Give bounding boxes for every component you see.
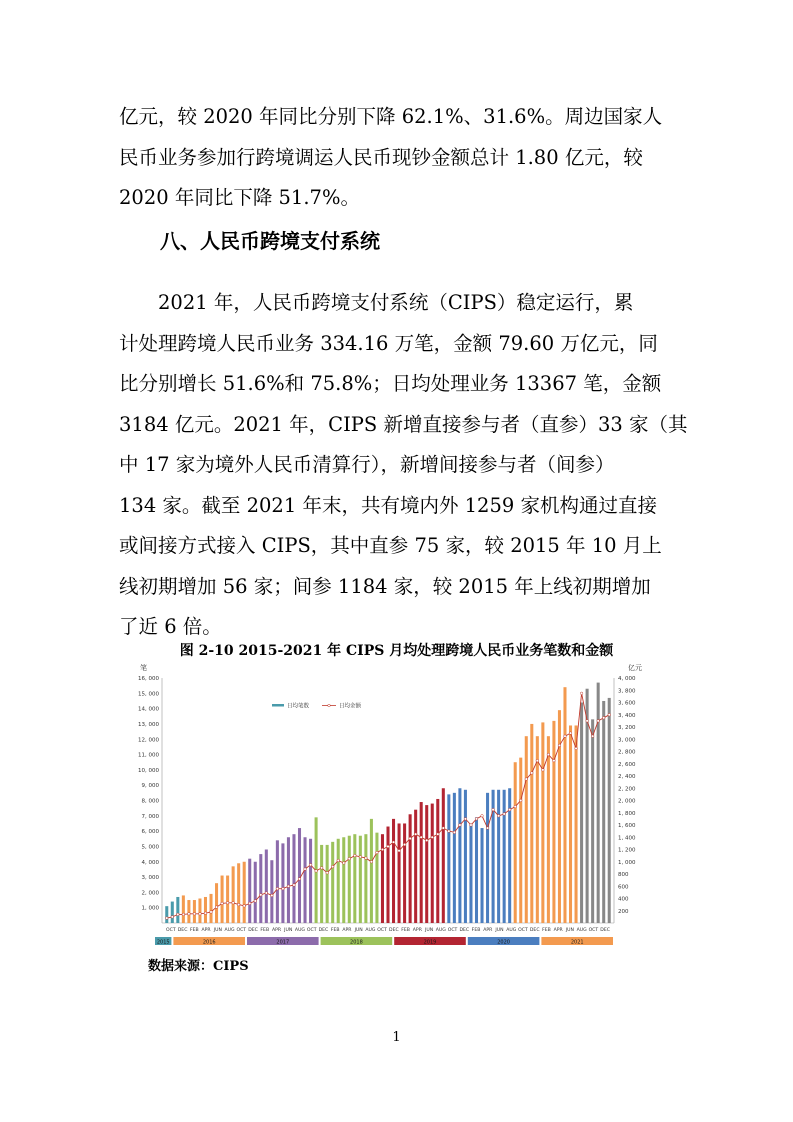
paragraph-line: 2021 年，人民币跨境支付系统（CIPS）稳定运行，累 bbox=[119, 291, 634, 314]
line-point bbox=[486, 827, 489, 830]
bar bbox=[287, 837, 290, 923]
x-tick-label: FEB bbox=[471, 928, 481, 933]
cips-chart bbox=[132, 658, 652, 954]
paragraph-line: 中 17 家为境外人民币清算行），新增间接参与者（间参） bbox=[119, 453, 615, 476]
line-point bbox=[215, 906, 218, 909]
bar bbox=[348, 836, 351, 923]
bar bbox=[309, 839, 312, 923]
bar bbox=[204, 897, 207, 923]
line-point bbox=[608, 713, 611, 716]
paragraph-line: 线初期增加 56 家；间参 1184 家，较 2015 年上线初期增加 bbox=[119, 574, 651, 598]
bar bbox=[398, 823, 401, 923]
bar bbox=[221, 876, 224, 923]
line-point bbox=[359, 856, 362, 859]
y-left-tick-label: 6, 000 bbox=[141, 829, 159, 836]
bar bbox=[431, 804, 434, 923]
bar bbox=[414, 810, 417, 923]
x-tick-label: AUG bbox=[224, 928, 235, 933]
bar bbox=[525, 736, 528, 923]
line-point bbox=[470, 824, 473, 827]
y-right-tick-label: 3, 400 bbox=[618, 712, 636, 719]
y-right-tick-label: 4, 000 bbox=[618, 676, 636, 682]
line-point bbox=[165, 917, 168, 920]
bar bbox=[464, 790, 467, 923]
line-point bbox=[365, 857, 368, 860]
bar bbox=[198, 899, 201, 924]
line-point bbox=[276, 887, 279, 890]
y-right-tick-label: 400 bbox=[618, 896, 629, 903]
x-tick-label: JUN bbox=[425, 928, 434, 933]
bar bbox=[270, 860, 273, 923]
line-point bbox=[580, 692, 583, 695]
y-right-tick-label: 600 bbox=[618, 884, 629, 891]
line-point bbox=[309, 864, 312, 867]
x-tick-label: FEB bbox=[330, 928, 340, 933]
x-tick-label: AUG bbox=[435, 928, 446, 933]
year-band-label: 2019 bbox=[423, 939, 437, 946]
line-point bbox=[508, 808, 511, 811]
y-right-tick-label: 1, 200 bbox=[618, 847, 636, 854]
line-point bbox=[536, 759, 539, 762]
line-point bbox=[342, 862, 345, 865]
bar bbox=[558, 710, 561, 923]
bar bbox=[304, 837, 307, 923]
line-point bbox=[298, 878, 301, 881]
line-point bbox=[497, 815, 500, 818]
bar bbox=[370, 819, 373, 923]
line-point bbox=[193, 913, 196, 916]
line-point bbox=[531, 772, 534, 775]
line-point bbox=[232, 901, 235, 904]
paragraph-line: 计处理跨境人民币业务 334.16 万笔，金额 79.60 万亿元，同 bbox=[119, 331, 658, 355]
x-tick-label: AUG bbox=[576, 928, 587, 933]
line-point bbox=[403, 843, 406, 846]
x-tick-label: OCT bbox=[447, 928, 458, 933]
line-point bbox=[409, 837, 412, 840]
line-point bbox=[265, 892, 268, 895]
paragraph-line: 民币业务参加行跨境调运人民币现钞金额总计 1.80 亿元，较 bbox=[119, 145, 643, 169]
x-tick-label: DEC bbox=[389, 928, 399, 933]
bar bbox=[326, 845, 329, 923]
section-heading: 八、人民币跨境支付系统 bbox=[160, 229, 380, 253]
line-point bbox=[547, 753, 550, 756]
y-left-tick-label: 14, 000 bbox=[138, 706, 159, 713]
y-left-tick-label: 16, 000 bbox=[138, 676, 159, 682]
legend-swatch-bar bbox=[272, 704, 284, 707]
x-tick-label: FEB bbox=[260, 928, 270, 933]
bar bbox=[243, 862, 246, 923]
legend-label: 日均笔数 bbox=[287, 703, 310, 710]
y-right-tick-label: 800 bbox=[618, 872, 629, 878]
line-point bbox=[254, 900, 257, 903]
line-point bbox=[586, 720, 589, 723]
bar bbox=[447, 794, 450, 923]
bar bbox=[608, 698, 611, 923]
bar bbox=[392, 819, 395, 923]
bar bbox=[547, 736, 550, 923]
x-tick-label: DEC bbox=[177, 928, 188, 933]
paragraph-line: 亿元，较 2020 年同比分别下降 62.1%、31.6%。周边国家人 bbox=[119, 105, 663, 128]
bar bbox=[259, 854, 262, 923]
line-point bbox=[459, 824, 462, 827]
line-point bbox=[243, 905, 246, 908]
year-band-label: 2015 bbox=[156, 939, 170, 946]
x-tick-label: DEC bbox=[459, 928, 470, 933]
x-tick-label: OCT bbox=[236, 928, 247, 933]
y-right-tick-label: 2, 000 bbox=[618, 798, 636, 805]
paragraph-line: 或间接方式接入 CIPS，其中直参 75 家，较 2015 年 10 月上 bbox=[119, 534, 662, 557]
bar bbox=[541, 722, 544, 923]
bar bbox=[276, 840, 279, 923]
x-tick-label: APR bbox=[342, 928, 352, 933]
line-point bbox=[481, 815, 484, 818]
bar bbox=[536, 736, 539, 923]
bar bbox=[475, 817, 478, 923]
x-tick-label: FEB bbox=[189, 928, 199, 933]
line-point bbox=[558, 744, 561, 747]
line-point bbox=[514, 805, 517, 808]
x-tick-label: APR bbox=[412, 928, 422, 933]
bar bbox=[237, 863, 240, 923]
x-tick-label: OCT bbox=[518, 928, 528, 933]
bar bbox=[481, 828, 484, 923]
line-point bbox=[293, 884, 296, 887]
y-left-tick-label: 12, 000 bbox=[138, 737, 159, 744]
line-point bbox=[320, 867, 323, 870]
paragraph-line: 2020 年同比下降 51.7%。 bbox=[119, 186, 360, 209]
line-point bbox=[259, 894, 262, 897]
line-point bbox=[442, 827, 445, 830]
bar bbox=[165, 906, 168, 923]
legend-swatch-point bbox=[328, 704, 331, 707]
bar bbox=[469, 823, 472, 923]
line-point bbox=[503, 813, 506, 816]
y-left-unit-label: 笔 bbox=[140, 664, 147, 672]
y-right-tick-label: 2, 600 bbox=[618, 761, 636, 768]
bar bbox=[486, 793, 489, 923]
line-point bbox=[525, 778, 528, 781]
x-tick-label: OCT bbox=[166, 928, 176, 933]
x-tick-label: JUN bbox=[495, 928, 504, 933]
bar bbox=[420, 802, 423, 923]
paragraph-line: 了近 6 倍。 bbox=[119, 615, 222, 638]
line-point bbox=[348, 857, 351, 860]
bar bbox=[563, 687, 566, 923]
bar bbox=[580, 703, 583, 924]
paragraph-1 bbox=[119, 97, 679, 219]
line-point bbox=[387, 845, 390, 848]
line-point bbox=[210, 911, 213, 914]
line-point bbox=[376, 851, 379, 854]
x-tick-label: APR bbox=[553, 928, 563, 933]
y-right-tick-label: 2, 400 bbox=[618, 774, 636, 780]
bar bbox=[359, 836, 362, 923]
x-tick-label: AUG bbox=[365, 928, 376, 933]
bar bbox=[353, 834, 356, 923]
y-right-tick-label: 3, 000 bbox=[618, 737, 636, 744]
x-tick-label: JUN bbox=[354, 928, 363, 933]
line-point bbox=[591, 735, 594, 738]
legend-label: 日均金额 bbox=[339, 703, 362, 710]
line-point bbox=[569, 732, 572, 735]
y-left-tick-label: 8, 000 bbox=[141, 798, 159, 805]
line-point bbox=[171, 916, 174, 919]
y-left-tick-label: 7, 000 bbox=[141, 813, 159, 820]
bar bbox=[342, 837, 345, 923]
bar bbox=[530, 724, 533, 923]
bar bbox=[436, 799, 439, 923]
line-point bbox=[475, 818, 478, 821]
line-point bbox=[354, 854, 357, 857]
year-band-label: 2016 bbox=[202, 939, 216, 946]
x-tick-label: AUG bbox=[506, 928, 517, 933]
line-point bbox=[271, 894, 274, 897]
line-point bbox=[492, 808, 495, 811]
line-point bbox=[575, 747, 578, 750]
line-point bbox=[177, 913, 180, 916]
line-point bbox=[204, 912, 207, 915]
line-point bbox=[542, 769, 545, 772]
bar bbox=[209, 894, 212, 923]
y-right-tick-label: 1, 400 bbox=[618, 835, 636, 842]
bar bbox=[386, 827, 389, 923]
bar bbox=[232, 866, 235, 923]
paragraph-line: 134 家。截至 2021 年末，共有境内外 1259 家机构通过直接 bbox=[119, 493, 657, 517]
y-right-tick-label: 2, 800 bbox=[618, 749, 636, 756]
line-point bbox=[248, 902, 251, 905]
bar bbox=[265, 850, 268, 924]
y-right-tick-label: 3, 800 bbox=[618, 688, 636, 695]
line-point bbox=[398, 849, 401, 852]
y-left-tick-label: 11, 000 bbox=[138, 752, 159, 759]
line-point bbox=[597, 720, 600, 723]
line-point bbox=[431, 836, 434, 839]
x-tick-label: DEC bbox=[318, 928, 329, 933]
bar bbox=[215, 883, 218, 923]
bar bbox=[281, 843, 284, 923]
bar bbox=[497, 790, 500, 923]
bar bbox=[442, 788, 445, 923]
bar bbox=[503, 790, 506, 923]
y-right-tick-label: 1, 000 bbox=[618, 859, 636, 866]
x-tick-label: OCT bbox=[377, 928, 387, 933]
line-point bbox=[326, 871, 329, 874]
line-point bbox=[519, 799, 522, 802]
line-point bbox=[315, 870, 318, 873]
line-point bbox=[425, 839, 428, 842]
bar bbox=[519, 758, 522, 923]
y-left-tick-label: 10, 000 bbox=[138, 767, 159, 774]
line-point bbox=[221, 902, 224, 905]
bar bbox=[569, 725, 572, 923]
y-right-tick-label: 3, 600 bbox=[618, 700, 636, 707]
line-point bbox=[337, 859, 340, 862]
line-point bbox=[331, 865, 334, 868]
bar bbox=[403, 823, 406, 923]
x-tick-label: APR bbox=[201, 928, 211, 933]
bar bbox=[248, 859, 251, 923]
line-point bbox=[464, 818, 467, 821]
bar bbox=[381, 834, 384, 923]
figure-title: 图 2-10 2015-2021 年 CIPS 月均处理跨境人民币业务笔数和金额 bbox=[179, 643, 614, 659]
x-tick-label: FEB bbox=[401, 928, 410, 933]
line-point bbox=[226, 901, 229, 904]
y-left-tick-label: 13, 000 bbox=[138, 721, 159, 728]
x-tick-label: AUG bbox=[294, 928, 306, 933]
x-tick-label: APR bbox=[271, 928, 282, 933]
y-right-unit-label: 亿元 bbox=[628, 664, 642, 672]
bar bbox=[453, 793, 456, 923]
bar bbox=[602, 701, 605, 923]
line-point bbox=[392, 841, 395, 844]
line-point bbox=[287, 885, 290, 888]
bar bbox=[254, 862, 257, 923]
y-right-tick-label: 200 bbox=[618, 908, 629, 915]
bar bbox=[591, 719, 594, 923]
x-tick-label: JUN bbox=[284, 928, 293, 933]
y-right-tick-label: 1, 800 bbox=[618, 810, 636, 817]
bar bbox=[193, 900, 196, 923]
paragraph-2 bbox=[119, 283, 688, 648]
line-point bbox=[453, 831, 456, 834]
bar bbox=[337, 839, 340, 923]
y-left-tick-label: 2, 000 bbox=[141, 890, 159, 897]
bar bbox=[597, 683, 600, 923]
y-right-tick-label: 3, 200 bbox=[618, 725, 636, 731]
y-left-tick-label: 1, 000 bbox=[141, 905, 159, 912]
y-left-tick-label: 4, 000 bbox=[141, 859, 159, 866]
page-number: 1 bbox=[392, 1030, 401, 1045]
line-point bbox=[182, 913, 185, 916]
x-tick-label: OCT bbox=[306, 928, 317, 933]
year-band-label: 2020 bbox=[497, 939, 510, 946]
x-tick-label: APR bbox=[483, 928, 493, 933]
bar bbox=[171, 902, 174, 923]
bar bbox=[331, 842, 334, 923]
bar bbox=[292, 834, 295, 923]
line-point bbox=[420, 836, 423, 839]
bar bbox=[320, 845, 323, 923]
paragraph-line: 3184 亿元。2021 年，CIPS 新增直接参与者（直参）33 家（其 bbox=[119, 412, 688, 436]
year-band-label: 2021 bbox=[570, 939, 584, 946]
x-tick-label: JUN bbox=[565, 928, 574, 933]
bar bbox=[409, 814, 412, 923]
x-tick-label: DEC bbox=[248, 928, 258, 933]
line-point bbox=[199, 913, 202, 916]
y-left-tick-label: 3, 000 bbox=[141, 875, 159, 882]
year-band-label: 2017 bbox=[276, 939, 290, 946]
bar bbox=[552, 721, 555, 923]
y-right-tick-label: 2, 200 bbox=[618, 786, 636, 793]
y-right-tick-label: 1, 600 bbox=[618, 823, 636, 829]
bar bbox=[298, 828, 301, 923]
line-point bbox=[564, 735, 567, 738]
bar bbox=[375, 833, 378, 923]
x-tick-label: DEC bbox=[600, 928, 610, 933]
line-point bbox=[282, 887, 285, 890]
year-band-label: 2018 bbox=[350, 939, 363, 946]
bar bbox=[176, 897, 179, 923]
bar bbox=[514, 762, 517, 923]
y-left-tick-label: 15, 000 bbox=[138, 691, 159, 698]
data-source: 数据来源：CIPS bbox=[148, 959, 249, 974]
line-point bbox=[237, 903, 240, 906]
line-point bbox=[370, 860, 373, 863]
bar bbox=[364, 834, 367, 923]
x-tick-label: FEB bbox=[542, 928, 551, 933]
y-left-tick-label: 9, 000 bbox=[141, 783, 159, 790]
line-point bbox=[436, 833, 439, 836]
line-point bbox=[553, 759, 556, 762]
bar bbox=[182, 895, 185, 923]
bar bbox=[187, 900, 190, 923]
line-point bbox=[448, 830, 451, 833]
bar bbox=[425, 805, 428, 923]
y-left-tick-label: 5, 000 bbox=[141, 844, 159, 851]
bar bbox=[575, 725, 578, 923]
x-tick-label: JUN bbox=[213, 928, 222, 933]
bar bbox=[458, 788, 461, 923]
line-point bbox=[188, 913, 191, 916]
line-point bbox=[304, 868, 307, 871]
line-point bbox=[381, 848, 384, 851]
line-point bbox=[602, 717, 605, 720]
bar bbox=[226, 876, 229, 923]
x-tick-label: OCT bbox=[588, 928, 599, 933]
line-point bbox=[414, 833, 417, 836]
x-tick-label: DEC bbox=[529, 928, 540, 933]
paragraph-line: 比分别增长 51.6%和 75.8%；日均处理业务 13367 笔，金额 bbox=[119, 372, 662, 395]
